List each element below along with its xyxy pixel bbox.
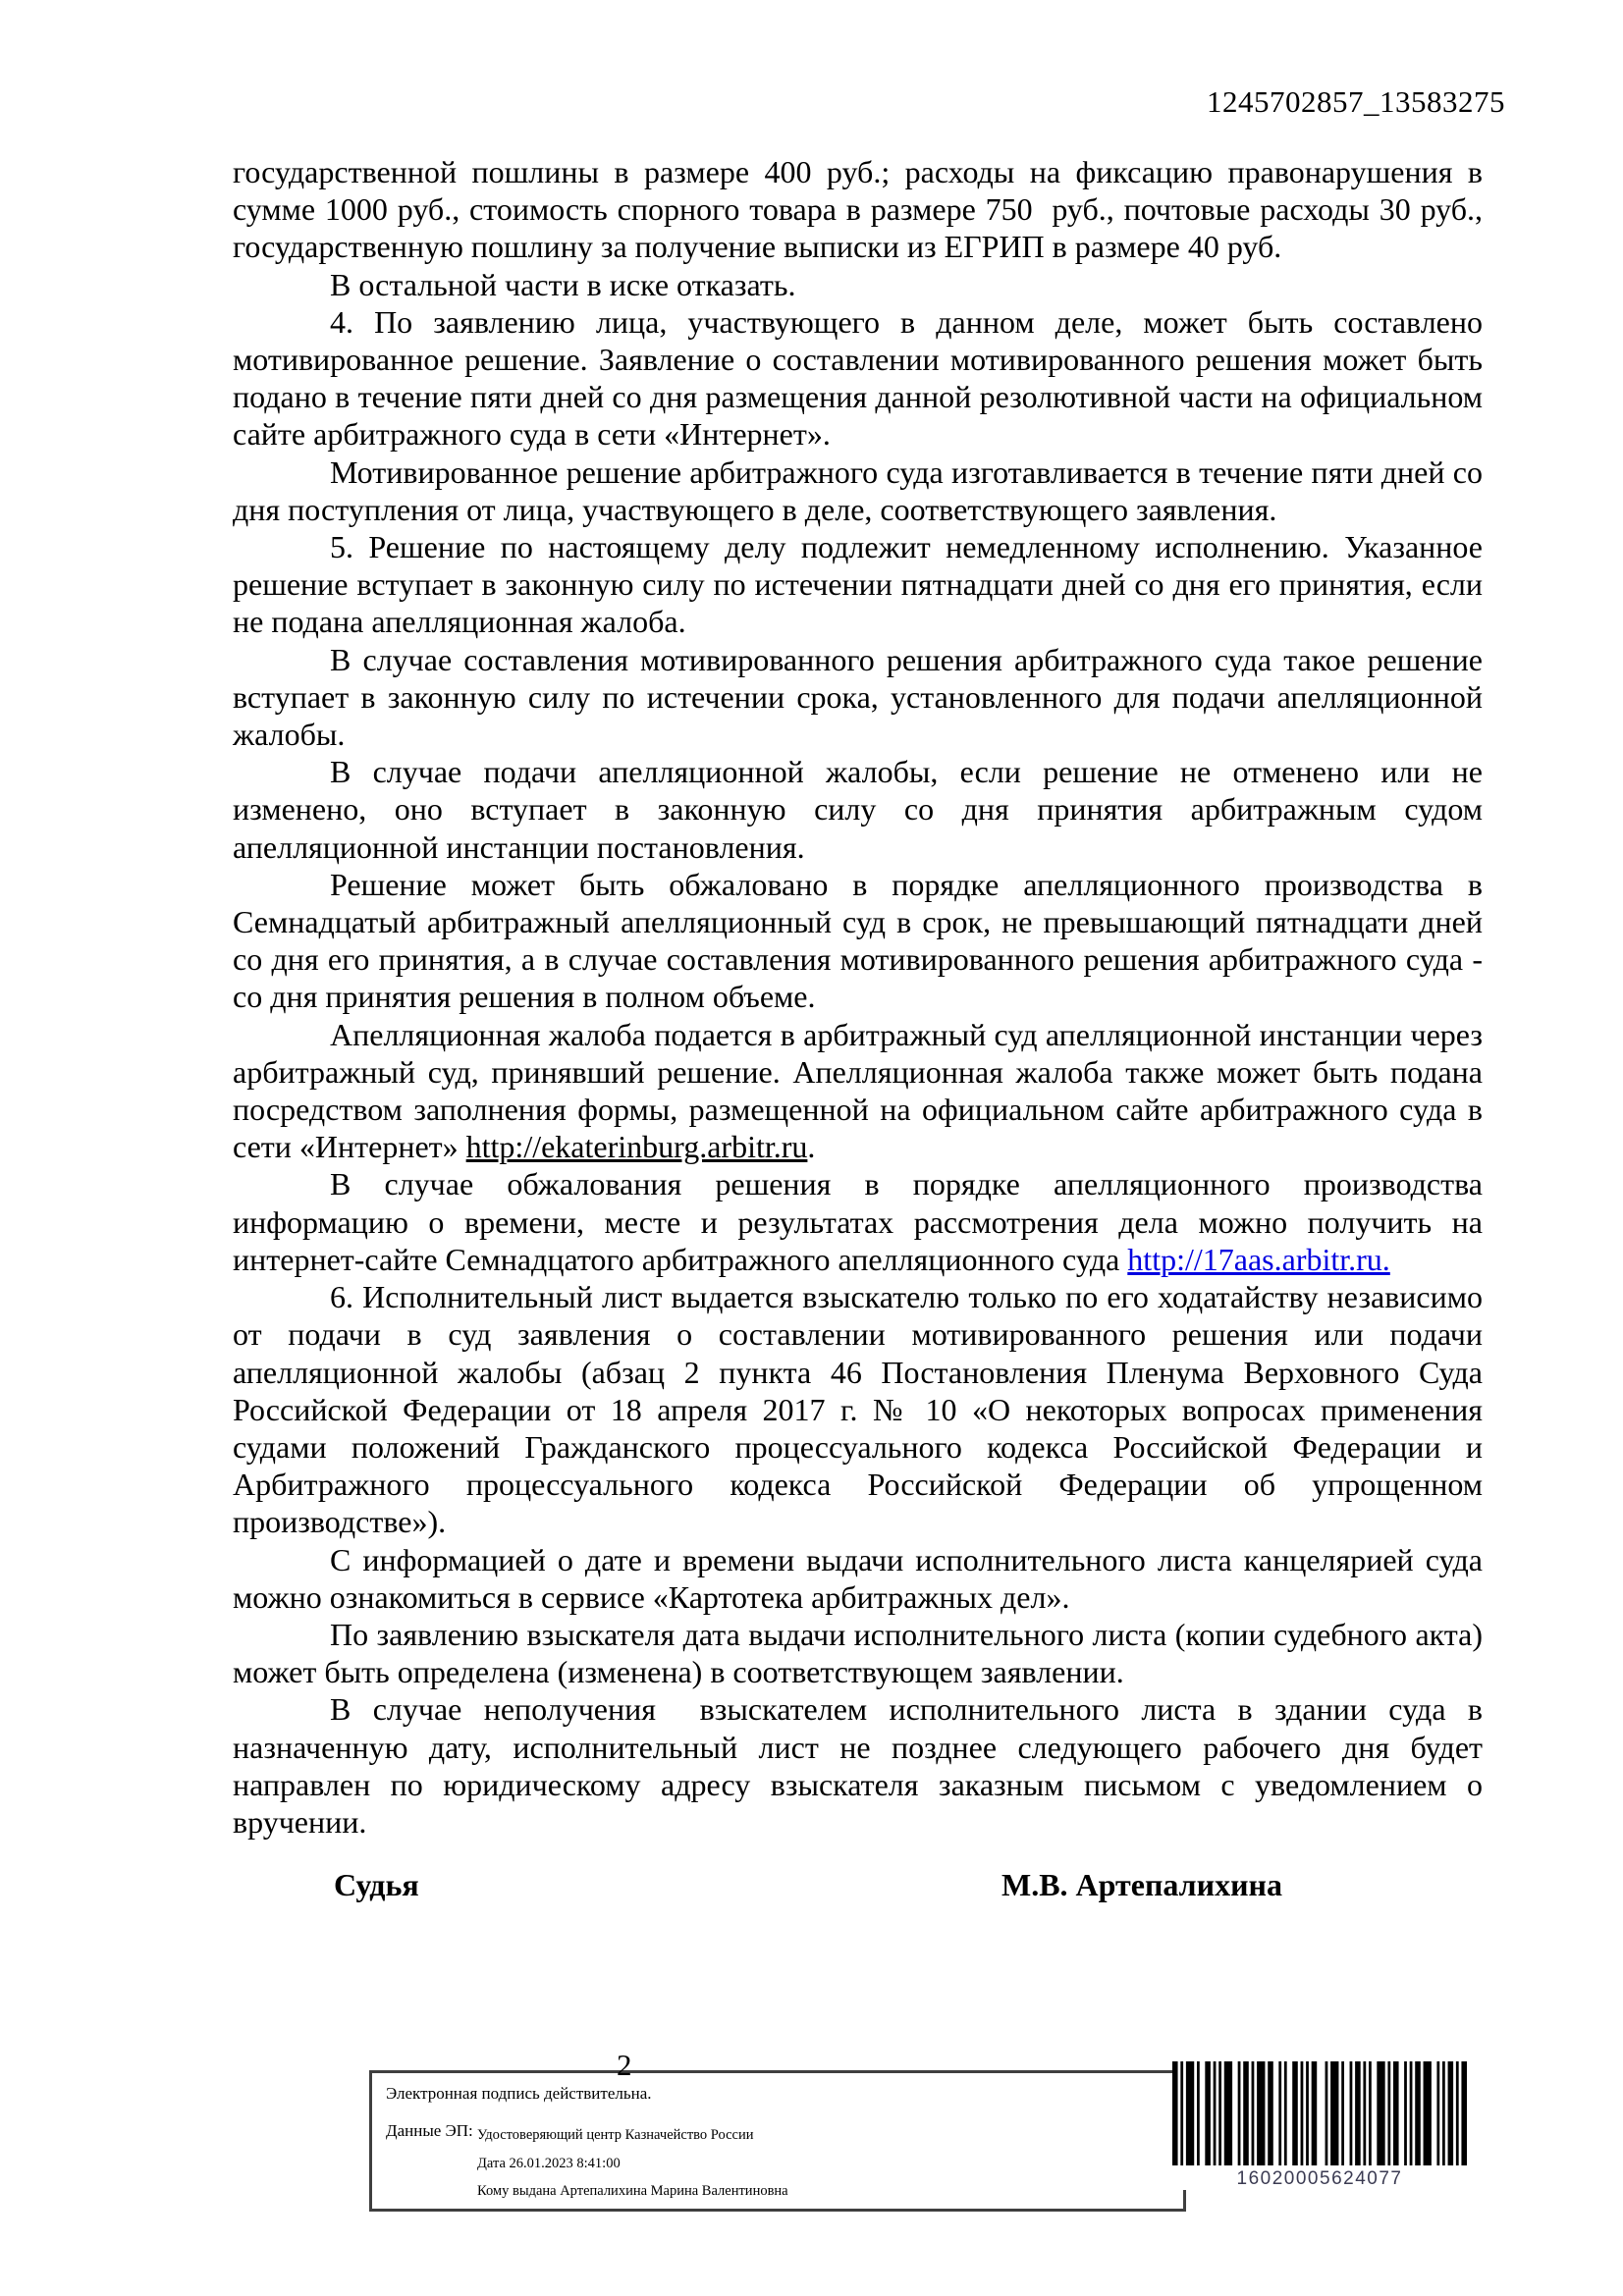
judge-name: М.В. Артепалихина bbox=[1001, 1867, 1282, 1902]
esignature-stamp bbox=[369, 2070, 1186, 2212]
paragraph-kad-info: С информацией о дате и времени выдачи исполнительного листа канцелярией суда можно ознакомиться в сервисе «Картотека арбитражных дел». bbox=[233, 1541, 1483, 1615]
ekaterinburg-arbitr-link[interactable]: http://ekaterinburg.arbitr.ru bbox=[465, 1129, 808, 1165]
esign-valid-text: Электронная подпись действительна. bbox=[386, 2084, 652, 2103]
barcode-image bbox=[1172, 2061, 1467, 2165]
paragraph-appeal-filed: В случае подачи апелляционной жалобы, если решение не отменено или не изменено, оно вступает в законную силу со дня принятия арбитражным судом апелляционной инстанции постановления. bbox=[233, 754, 1483, 865]
barcode bbox=[1172, 2061, 1467, 2190]
paragraph-text: В случае обжалования решения в порядке апелляционного производства информацию о времени, месте и результатах рассмотрения дела можно получить на интернет-сайте Семнадцатого арбитражного апелляционного суда bbox=[233, 1166, 1483, 1277]
paragraph-motivated-decision: Мотивированное решение арбитражного суда изготавливается в течение пяти дней со дня поступления от лица, участвующего в деле, соответствующего заявления. bbox=[233, 454, 1483, 527]
paragraph-claim-denied: В остальной части в иске отказать. bbox=[330, 266, 796, 302]
esign-authority: Удостоверяющий центр Казначейство России bbox=[477, 2127, 754, 2143]
esign-data-label: Данные ЭП: bbox=[386, 2121, 473, 2140]
esign-date: Дата 26.01.2023 8:41:00 bbox=[477, 2155, 621, 2171]
paragraph-entry-into-force: В случае составления мотивированного решения арбитражного суда такое решение вступает в законную силу по истечении срока, установленного для подачи апелляционной жалобы. bbox=[233, 641, 1483, 753]
judge-label: Судья bbox=[334, 1867, 419, 1902]
document-body bbox=[233, 153, 1483, 1841]
paragraph-costs: государственной пошлины в размере 400 руб.; расходы на фиксацию правонарушения в сумме 1000 руб., стоимость спорного товара в размере 750 руб., почтовые расходы 30 руб., государственную пошлину за получение выписки из ЕГРИП в размере 40 руб. bbox=[233, 154, 1483, 265]
esign-details bbox=[477, 2121, 788, 2206]
page-number: 2 bbox=[617, 2048, 632, 2082]
paragraph-writ-date: По заявлению взыскателя дата выдачи исполнительного листа (копии судебного акта) может быть определена (изменена) в соответствующем заявлении. bbox=[233, 1616, 1483, 1690]
paragraph-text: Апелляционная жалоба подается в арбитражный суд апелляционной инстанции через арбитражный суд, принявший решение. Апелляционная жалоба также может быть подана посредством заполнения формы, размещенной на официальном сайте арбитражного суда в сети «Интернет» bbox=[233, 1016, 1483, 1165]
paragraph-item-5: 5. Решение по настоящему делу подлежит немедленному исполнению. Указанное решение вступает в законную силу по истечении пятнадцати дней со дня его принятия, если не подана апелляционная жалоба. bbox=[233, 529, 1483, 640]
paragraph-appeal-procedure: Решение может быть обжаловано в порядке апелляционного производства в Семнадцатый арбитражный апелляционный суд в срок, не превышающий пятнадцати дней со дня его принятия, а в случае составления мотивированного решения арбитражного суда - со дня принятия решения в полном объеме. bbox=[233, 866, 1483, 1015]
paragraph-writ-mailing: В случае неполучения взыскателем исполнительного листа в здании суда в назначенную дату, исполнительный лист не позднее следующего рабочего дня будет направлен по юридическому адресу взыскателя заказным письмом с уведомлением о вручении. bbox=[233, 1691, 1483, 1840]
document-id: 1245702857_13583275 bbox=[1207, 84, 1505, 119]
paragraph-appeal-filing bbox=[233, 1016, 1483, 1166]
17aas-arbitr-link[interactable]: http://17aas.arbitr.ru. bbox=[1127, 1241, 1390, 1277]
barcode-number: 16020005624077 bbox=[1236, 2168, 1403, 2189]
esign-issued-to: Кому выдана Артепалихина Марина Валентиновна bbox=[477, 2183, 788, 2199]
paragraph-item-6: 6. Исполнительный лист выдается взыскателю только по его ходатайству независимо от подачи в суд заявления о составлении мотивированного решения или подачи апелляционной жалобы (абзац 2 пункта 46 Постановления Пленума Верховного Суда Российской Федерации от 18 апреля 2017 г. № 10 «О некоторых вопросах применения судами положений Гражданского процессуального кодекса Российской Федерации и Арбитражного процессуального кодекса Российской Федерации об упрощенном производстве»). bbox=[233, 1279, 1483, 1540]
paragraph-appeal-info bbox=[233, 1165, 1483, 1278]
paragraph-item-4: 4. По заявлению лица, участвующего в данном деле, может быть составлено мотивированное решение. Заявление о составлении мотивированного решения может быть подано в течение пяти дней со дня размещения данной резолютивной части на официальном сайте арбитражного суда в сети «Интернет». bbox=[233, 303, 1483, 453]
paragraph-text: . bbox=[807, 1129, 816, 1165]
